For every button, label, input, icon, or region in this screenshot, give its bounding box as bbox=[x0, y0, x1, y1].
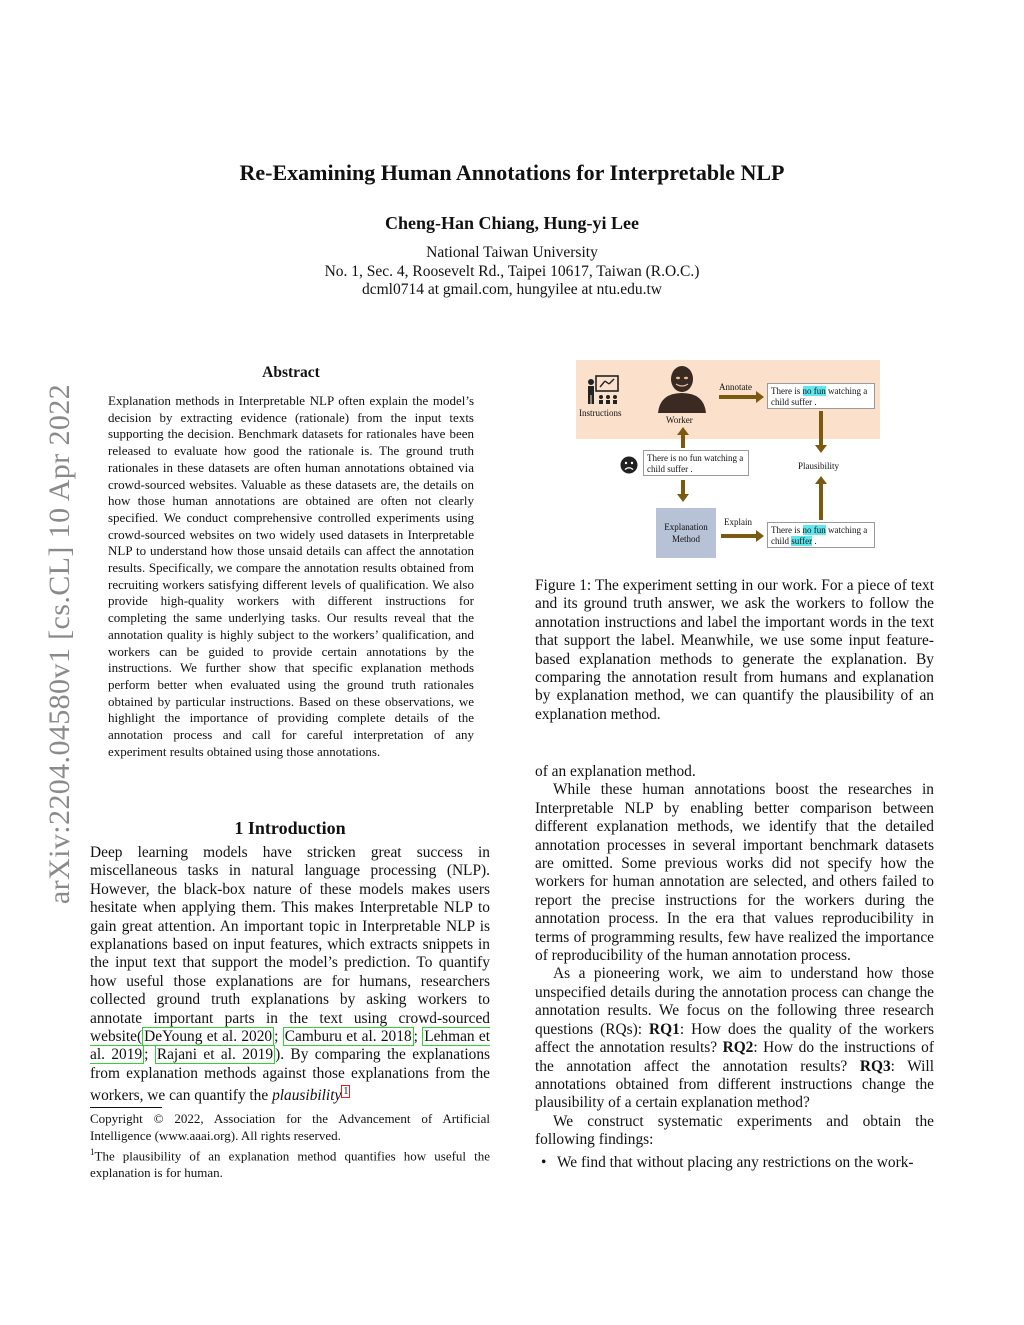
explanation-text: . bbox=[812, 536, 817, 546]
annotation-text: watching a child suffer . bbox=[771, 386, 868, 407]
figure-1-caption: Figure 1: The experiment setting in our work. For a piece of text and its ground truth answer, we ask the workers to follow the annotation instructions and label the important words in the text that support the label. Meanwhile, we use some input feature-based explanation methods to generate the explanation. By comparing the annotation result from humans and explanation by explanation method, we can quantify the plausibility of an explanation method. bbox=[535, 577, 934, 723]
worker-label: Worker bbox=[666, 415, 693, 425]
figure-1-diagram bbox=[576, 360, 882, 568]
highlighted-token: suffer bbox=[791, 536, 813, 546]
findings-bullet: • We find that without placing any restrictions on the work- bbox=[535, 1154, 934, 1172]
paragraph-text: As a pioneering work, we aim to understand how those unspecified details during the annotation process can change the annotation results. We focus on the following three research questions (RQs): bbox=[535, 965, 934, 1038]
paragraph: of an explanation method. bbox=[535, 763, 696, 780]
explain-arrowhead bbox=[756, 530, 764, 542]
paragraph-text: : How do the instructions of the annotation affect the annotation results? bbox=[535, 1039, 934, 1075]
annotate-arrowhead bbox=[756, 391, 764, 403]
input-text-box: There is no fun watching a child suffer . bbox=[643, 450, 749, 476]
footnote-link[interactable]: 1 bbox=[343, 1086, 349, 1098]
email-line: dcml0714 at gmail.com, hungyilee at ntu.edu.tw bbox=[361, 281, 663, 298]
citation-link[interactable]: Rajani et al. 2019 bbox=[156, 1046, 274, 1064]
input-to-worker-arrow bbox=[681, 435, 685, 448]
plausibility-arrow-up bbox=[819, 484, 823, 520]
citation-link[interactable]: Camburu et al. 2018 bbox=[284, 1028, 412, 1046]
paragraph: We construct systematic experiments and obtain the following findings: bbox=[535, 1112, 934, 1149]
footnote-text: The plausibility of an explanation method quantifies how useful the explanation is for human. bbox=[90, 1148, 490, 1180]
right-column-text bbox=[535, 763, 934, 1172]
paragraph: While these human annotations boost the researches in Interpretable NLP by enabling better comparison between different explanation methods, we identify that the detailed annotation processes in several important benchmark datasets are omitted. Some previous works did not specify how the workers for human annotation are selected, and others failed to report the precise instructions for the workers during the annotation process. In the era that values reproducibility in terms of programming results, few have realized the importance of reproducibility of the human annotation process. bbox=[535, 781, 934, 965]
emphasis-plausibility: plausibility bbox=[272, 1087, 342, 1105]
sad-face-icon bbox=[620, 456, 638, 474]
model-explanation-box bbox=[767, 522, 875, 548]
intro-text: ). By comparing the explanations from explanation methods against those explanations from the workers, we can quantify the bbox=[90, 1046, 491, 1105]
footnote-marker: 1 bbox=[90, 1147, 95, 1157]
highlighted-token: no fun bbox=[802, 386, 826, 396]
paper-title: Re-Examining Human Annotations for Interpretable NLP bbox=[239, 160, 785, 185]
introduction-paragraph: Deep learning models have stricken great success in miscellaneous tasks in natural language processing (NLP). However, the black-box nature of these models makes users hesitate when applying them. This makes Interpretable NLP to gain great attention. An important topic in Interpretable NLP is explanations based on input features, which extracts snippets in the input text that support the model’s prediction. To quantify how useful those explanations are for humans, researchers collected ground truth explanations by asking workers to annotate important parts in the text using crowd-sourced website( DeYoung et al. 2020 ; Camburu et al. 2018 ; Lehman et al. 2019 ; Rajani et al. 2019 ). By comparing the explanations from explanation methods against those explanations from the workers, we can quantify the plausibility $^1$ bbox=[90, 844, 491, 1105]
section-heading-introduction: 1 Introduction bbox=[234, 818, 346, 838]
plausibility-arrowhead-up bbox=[815, 476, 827, 484]
instructions-label: Instructions bbox=[579, 408, 622, 418]
rq-label: RQ3 bbox=[859, 1057, 891, 1075]
abstract-heading: Abstract bbox=[262, 364, 320, 381]
affiliation-block bbox=[0, 244, 1024, 300]
paragraph-text: : Will annotations obtained from different instructions change the plausibility of a certain explanation method? bbox=[535, 1057, 934, 1112]
human-annotation-box bbox=[767, 383, 875, 409]
annotate-label: Annotate bbox=[719, 382, 752, 392]
plausibility-arrowhead-down bbox=[815, 445, 827, 453]
affiliation-line: National Taiwan University bbox=[426, 244, 598, 261]
plausibility-arrow-down bbox=[819, 411, 823, 445]
paper-authors: Cheng-Han Chiang, Hung-yi Lee bbox=[384, 213, 640, 233]
paragraph-text: : How does the quality of the workers affect the annotation results? bbox=[535, 1020, 934, 1057]
explain-arrow bbox=[721, 534, 757, 538]
annotate-arrow bbox=[719, 395, 757, 399]
rq-label: RQ1 bbox=[649, 1020, 680, 1038]
worker-icon bbox=[654, 363, 710, 413]
input-to-method-arrow bbox=[681, 480, 685, 495]
intro-text: Deep learning models have stricken great success in miscellaneous tasks in natural language processing (NLP). However, the black-box nature of these models makes users hesitate when applying them. This makes Interpretable NLP to gain great attention. An important topic in Interpretable NLP is explanations based on input features, which extracts snippets in the input text that support the model’s prediction. To quantify how useful those explanations are for humans, researchers collected ground truth explanations by asking workers to annotate important parts in the text using crowd-sourced website( bbox=[90, 844, 490, 1046]
footnote-1 bbox=[90, 1144, 490, 1181]
input-to-method-arrowhead bbox=[677, 494, 689, 502]
instructions-icon bbox=[586, 374, 620, 406]
highlighted-token: no fun bbox=[802, 525, 826, 535]
input-to-worker-arrowhead bbox=[677, 427, 689, 435]
explain-label: Explain bbox=[724, 517, 752, 527]
rq-label: RQ2 bbox=[722, 1039, 754, 1057]
annotation-text: There is bbox=[771, 386, 803, 396]
abstract-text: Explanation methods in Interpretable NLP often explain the model’s decision by extracting evidence (rationale) from the input texts supporting the decision. Benchmark datasets for rationales have been released to evaluate how good the rationale is. The ground truth rationales in these datasets are often human annotations obtained via crowd-sourced websites. Valuable as these datasets are, the details on how those human annotations are obtained are often not clearly specified. We conduct comprehensive controlled experiments using crowd-sourced websites on two widely used datasets in Interpretable NLP to understand how those unsaid details can affect the annotation results. Specifically, we compare the annotation results obtained from recruiting workers satisfying different levels of qualification. We also provide high-quality workers with different instructions for completing the same underlying tasks. Our results reveal that the annotation quality is highly subject to the workers’ qualification, and workers can be guided to provide certain annotations by the instructions. We further show that specific explanation methods perform better when evaluated using the ground truth rationales obtained by particular instructions. Based on these observations, we highlight the importance of providing complete details of the annotation process and call for careful interpretation of any experiment results obtained using those annotations. bbox=[108, 393, 474, 759]
plausibility-label: Plausibility bbox=[798, 461, 840, 471]
arxiv-identifier[interactable]: arXiv:2204.04580v1 [cs.CL] 10 Apr 2022 bbox=[43, 383, 76, 905]
footnotes bbox=[90, 1111, 490, 1181]
research-questions-paragraph bbox=[535, 965, 934, 1112]
citation-link[interactable]: Lehman et al. 2019 bbox=[90, 1028, 491, 1064]
explanation-method-box: Explanation Method bbox=[656, 508, 716, 558]
citation-link[interactable]: DeYoung et al. 2020 bbox=[144, 1028, 273, 1046]
footnote-rule bbox=[90, 1107, 162, 1108]
explanation-text: There is bbox=[771, 525, 803, 535]
explanation-text: watching a child bbox=[771, 525, 868, 546]
address-line: No. 1, Sec. 4, Roosevelt Rd., Taipei 10617, Taiwan (R.O.C.) bbox=[324, 262, 700, 280]
copyright-notice: Copyright © 2022, Association for the Advancement of Artificial Intelligence (www.aaai.org). All rights reserved. bbox=[90, 1111, 490, 1143]
